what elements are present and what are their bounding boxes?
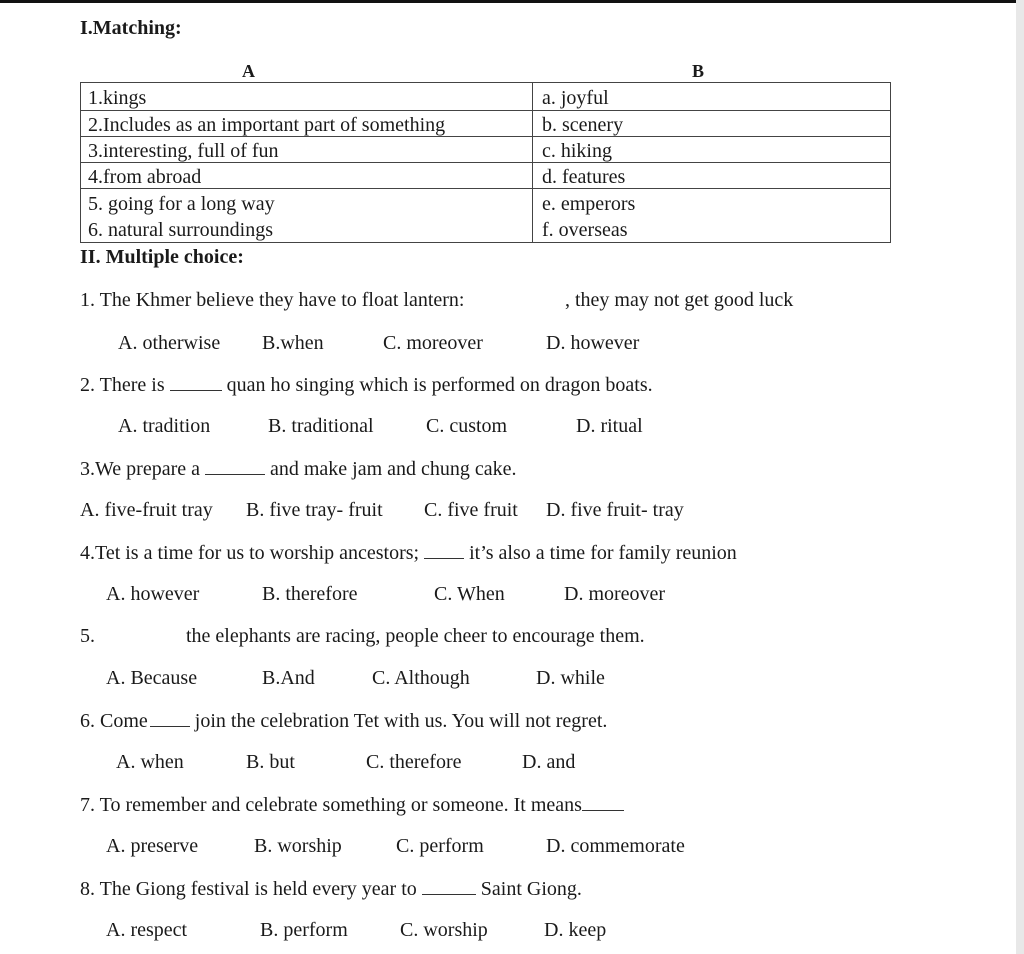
question-1-option-c[interactable]: C. moreover <box>383 332 483 354</box>
question-4-stem: 4.Tet is a time for us to worship ancestors; it’s also a time for family reunion <box>80 542 737 564</box>
question-1-option-a[interactable]: A. otherwise <box>118 332 221 354</box>
answer-blank <box>422 876 476 895</box>
question-4-option-a[interactable]: A. however <box>106 583 200 605</box>
question-1-option-d[interactable]: D. however <box>546 332 640 354</box>
question-2-option-b[interactable]: B. traditional <box>268 415 374 437</box>
question-1-stem-end: , they may not get good luck <box>565 289 794 311</box>
question-7-option-a[interactable]: A. preserve <box>106 835 199 857</box>
question-6-stem: 6. Come join the celebration Tet with us. You will not regret. <box>80 710 608 732</box>
question-6-option-a[interactable]: A. when <box>116 751 184 773</box>
table-row-b: e. emperors <box>542 193 636 215</box>
question-3-option-a[interactable]: A. five-fruit tray <box>80 499 213 521</box>
question-8-option-a[interactable]: A. respect <box>106 919 188 941</box>
question-3-stem: 3.We prepare a and make jam and chung cake. <box>80 458 517 480</box>
question-4-option-d[interactable]: D. moreover <box>564 583 666 605</box>
answer-blank <box>150 708 190 727</box>
table-row-b: c. hiking <box>542 140 612 162</box>
answer-blank <box>424 540 464 559</box>
table-row-a: 5. going for a long way <box>88 193 275 215</box>
answer-blank <box>170 372 222 391</box>
table-row-a: 3.interesting, full of fun <box>88 140 279 162</box>
table-row-b: a. joyful <box>542 87 609 109</box>
question-2-option-a[interactable]: A. tradition <box>118 415 211 437</box>
question-7-option-b[interactable]: B. worship <box>254 835 342 857</box>
question-5-option-a[interactable]: A. Because <box>106 667 198 689</box>
question-1-stem: 1. The Khmer believe they have to float lantern: <box>80 289 465 311</box>
question-2-option-d[interactable]: D. ritual <box>576 415 643 437</box>
question-6-option-c[interactable]: C. therefore <box>366 751 462 773</box>
question-4-option-c[interactable]: C. When <box>434 583 505 605</box>
col-a-header: A <box>242 61 255 81</box>
question-2-stem: 2. There is quan ho singing which is performed on dragon boats. <box>80 374 653 396</box>
question-3-option-d[interactable]: D. five fruit- tray <box>546 499 684 521</box>
question-7-option-d[interactable]: D. commemorate <box>546 835 685 857</box>
question-4-option-b[interactable]: B. therefore <box>262 583 358 605</box>
question-3-option-b[interactable]: B. five tray- fruit <box>246 499 383 521</box>
answer-blank <box>582 792 624 811</box>
table-row-a: 1.kings <box>88 87 147 109</box>
table-row-b: d. features <box>542 166 626 188</box>
table-row-b: b. scenery <box>542 114 624 136</box>
question-6-option-d[interactable]: D. and <box>522 751 576 773</box>
section-1-title: I.Matching: <box>80 17 182 39</box>
question-5-number: 5. <box>80 625 95 647</box>
table-row-b: f. overseas <box>542 219 628 241</box>
top-border <box>0 0 1024 3</box>
question-3-option-c[interactable]: C. five fruit <box>424 499 518 521</box>
question-8-stem: 8. The Giong festival is held every year to Saint Giong. <box>80 878 582 900</box>
question-5-option-c[interactable]: C. Although <box>372 667 470 689</box>
question-5-option-b[interactable]: B.And <box>262 667 315 689</box>
section-2-title: II. Multiple choice: <box>80 246 244 268</box>
table-row-a: 2.Includes as an important part of something <box>88 114 446 136</box>
col-b-header: B <box>692 61 705 81</box>
question-5-stem: the elephants are racing, people cheer to encourage them. <box>186 625 645 647</box>
table-row-a: 4.from abroad <box>88 166 202 188</box>
scrollbar-track[interactable] <box>1016 0 1024 954</box>
table-row-a: 6. natural surroundings <box>88 219 273 241</box>
question-7-stem: 7. To remember and celebrate something or someone. It means <box>80 792 624 817</box>
question-8-option-d[interactable]: D. keep <box>544 919 607 941</box>
question-2-option-c[interactable]: C. custom <box>426 415 508 437</box>
question-6-option-b[interactable]: B. but <box>246 751 295 773</box>
answer-blank <box>205 456 265 475</box>
question-7-option-c[interactable]: C. perform <box>396 835 484 857</box>
question-5-option-d[interactable]: D. while <box>536 667 605 689</box>
question-8-option-b[interactable]: B. perform <box>260 919 348 941</box>
question-8-option-c[interactable]: C. worship <box>400 919 488 941</box>
question-1-option-b[interactable]: B.when <box>262 332 324 354</box>
